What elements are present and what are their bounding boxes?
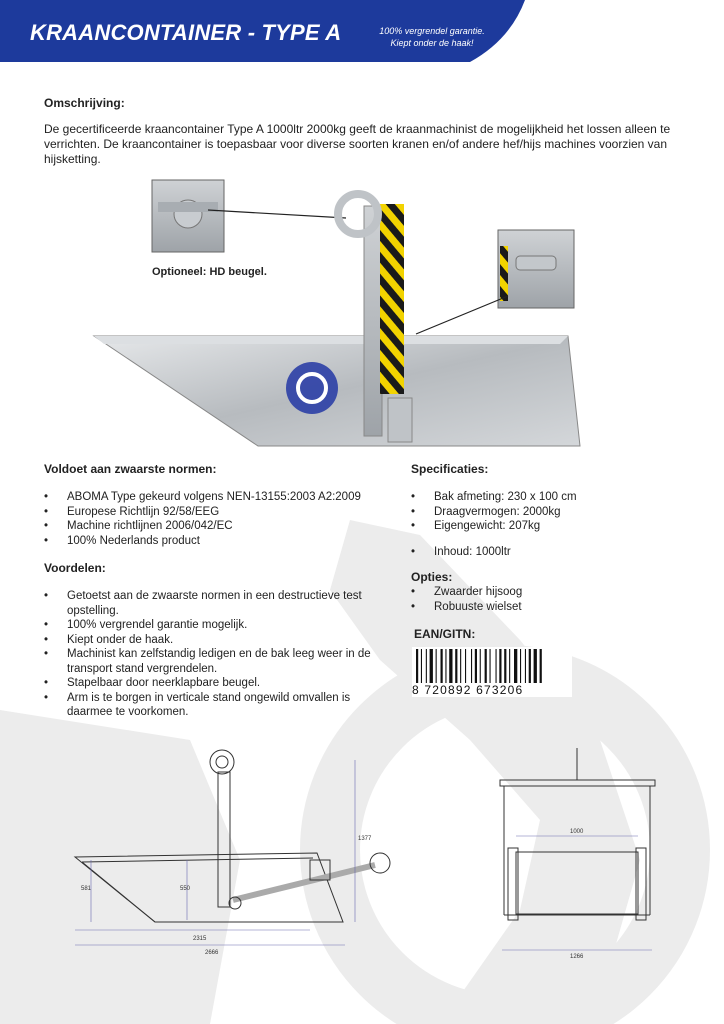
dim-height: 1377 <box>358 836 372 842</box>
list-item: • Europese Richtlijn 92/58/EEG <box>44 505 374 520</box>
tagline-line-1: 100% vergrendel garantie. <box>379 26 485 36</box>
dim-side: 581 <box>81 886 92 892</box>
front-dim-inner: 1000 <box>570 829 584 835</box>
inset-photo-right <box>498 230 574 308</box>
dim-bottom: 2315 <box>193 936 207 942</box>
list-item: • Eigengewicht: 207kg <box>411 519 701 534</box>
front-view-drawing <box>490 740 670 960</box>
side-view-drawing <box>55 740 395 955</box>
list-item: • ABOMA Type gekeurd volgens NEN-13155:2003 A2:2009 <box>44 490 374 505</box>
list-item: • 100% vergrendel garantie mogelijk. <box>44 618 389 633</box>
advantages-list <box>44 589 389 720</box>
ean-heading: EAN/GITN: <box>414 627 476 641</box>
norms-list <box>44 490 374 548</box>
front-dim-total: 1266 <box>570 954 584 960</box>
list-item: • Machine richtlijnen 2006/042/EC <box>44 519 374 534</box>
options-list <box>411 585 701 614</box>
description-text: De gecertificeerde kraancontainer Type A 1000ltr 2000kg geeft de kraanmachinist de mogelijkheid het lossen alleen te verrichten. De kraancontainer is toepasbaar voor diverse soorten kranen en/of andere hef/hijs machines voorzien van hijsketting. <box>44 122 671 166</box>
specs-list <box>411 490 701 534</box>
list-item: • Draagvermogen: 2000kg <box>411 505 701 520</box>
dim-inner: 550 <box>180 886 191 892</box>
header-tagline <box>362 25 502 49</box>
advantages-heading: Voordelen: <box>44 561 106 575</box>
specs-heading: Specificaties: <box>411 462 489 476</box>
list-item: • Zwaarder hijsoog <box>411 585 701 600</box>
list-item: • Bak afmeting: 230 x 100 cm <box>411 490 701 505</box>
dim-total: 2666 <box>205 950 219 955</box>
list-item: • Arm is te borgen in verticale stand ongewild omvallen is daarmee te voorkomen. <box>44 691 389 720</box>
list-item: • Kiept onder de haak. <box>44 633 389 648</box>
optional-hd-bracket-label: Optioneel: HD beugel. <box>152 266 267 278</box>
list-item: • Getoetst aan de zwaarste normen in een destructieve test opstelling. <box>44 589 389 618</box>
list-item: • Machinist kan zelfstandig ledigen en de bak leeg weer in de transport stand vergrendelen. <box>44 647 389 676</box>
header-banner <box>0 0 540 62</box>
tagline-line-2: Kiept onder de haak! <box>390 38 474 48</box>
list-item: • Robuuste wielset <box>411 600 701 615</box>
product-photo <box>88 176 588 456</box>
options-heading: Opties: <box>411 570 453 584</box>
specs-extra-list <box>411 545 701 560</box>
list-item: • Stapelbaar door neerklapbare beugel. <box>44 676 389 691</box>
description-heading: Omschrijving: <box>44 96 125 110</box>
inset-photo-left <box>152 180 224 252</box>
list-item: • Inhoud: 1000ltr <box>411 545 701 560</box>
barcode-digits: 8 720892 673206 <box>412 683 524 697</box>
norms-heading: Voldoet aan zwaarste normen: <box>44 462 217 476</box>
page-title: KRAANCONTAINER - TYPE A <box>30 20 342 45</box>
list-item: • 100% Nederlands product <box>44 534 374 549</box>
